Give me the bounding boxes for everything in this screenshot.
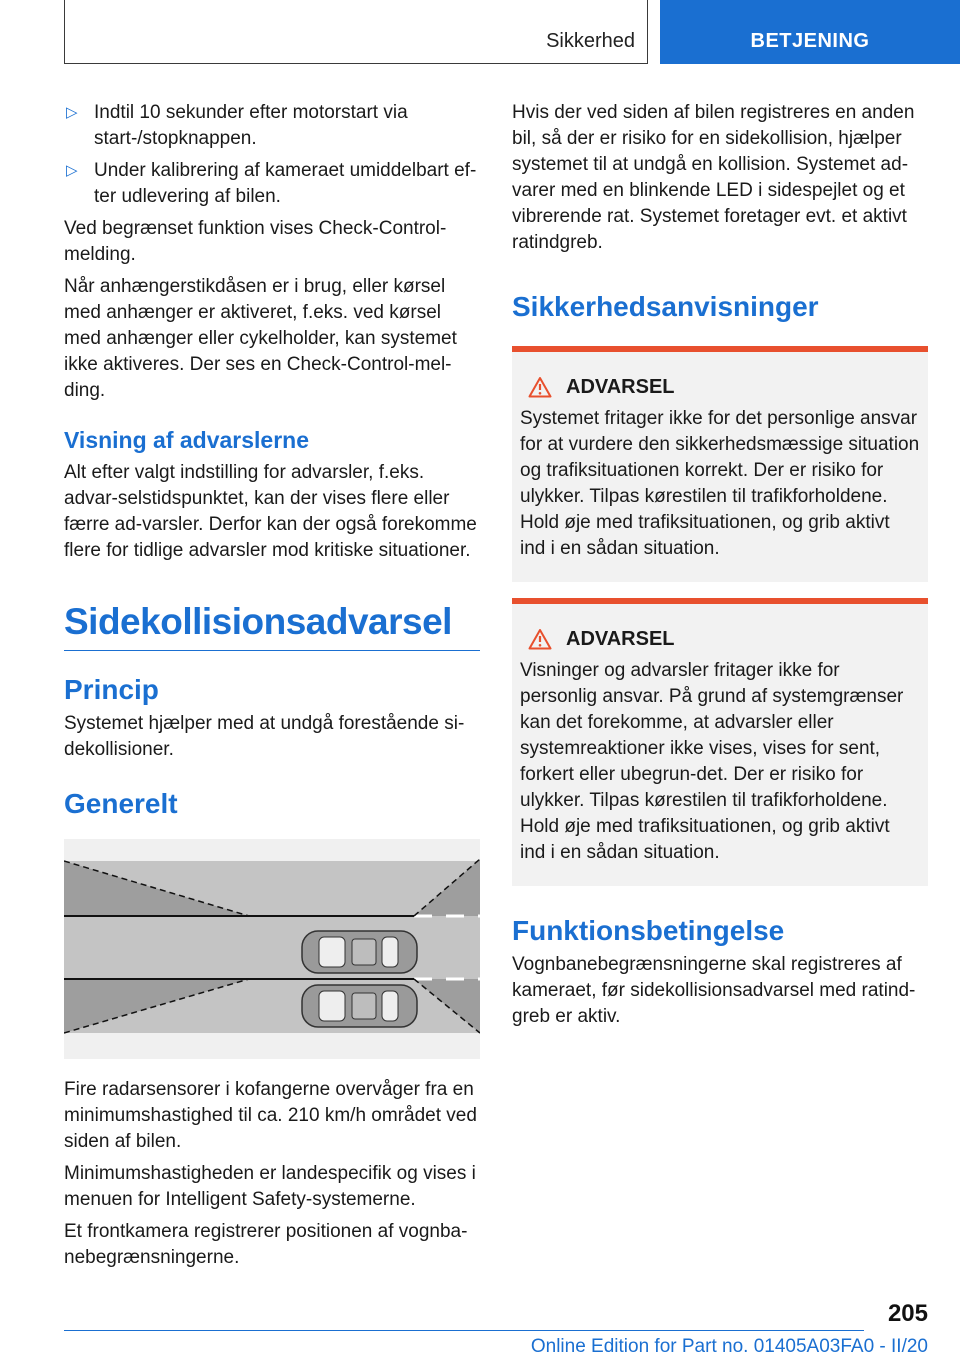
heading-princip: Princip	[64, 674, 159, 705]
paragraph: Ved begrænset funktion vises Check-Control-melding.	[64, 218, 447, 265]
heading-visning: Visning af advarslerne	[64, 427, 310, 453]
heading-sidekollisionsadvarsel: Sidekollisionsadvarsel	[64, 600, 480, 651]
list-item-text: Indtil 10 sekunder efter motorstart via start-/stopknappen.	[94, 102, 408, 149]
lane-diagram-illustration	[64, 839, 480, 1059]
warning-title	[528, 374, 920, 400]
list-item-text: Under kalibrering af kameraet umiddelbart ef-ter udlevering af bilen.	[94, 160, 477, 207]
triangle-bullet-icon: ▷	[66, 162, 78, 179]
lane-diagram-figure	[64, 839, 480, 1059]
footer-divider	[64, 1330, 864, 1331]
warning-triangle-icon	[528, 376, 552, 398]
footer-edition: Online Edition for Part no. 01405A03FA0 - II/20	[530, 1336, 928, 1357]
paragraph: Når anhængerstikdåsen er i brug, eller kørsel med anhænger er aktiveret, f.eks. ved kørsel med anhænger eller cykelholder, kan systemet ikke aktiveres. Der ses en Check-Control-mel-ding.	[64, 276, 457, 401]
left-column	[64, 100, 480, 1277]
paragraph: Vognbanebegrænsningerne skal registreres af kameraet, før sidekollisionsadvarsel med ratind-greb er aktiv.	[512, 954, 916, 1027]
paragraph: Systemet hjælper med at undgå forestående si-dekollisioner.	[64, 713, 465, 760]
paragraph: Hvis der ved siden af bilen registreres en anden bil, så der er risiko for en sidekollision, hjælper systemet til at undgå en kollision. Systemet ad-varer med en blinkende LED i sidespejlet og et vibrerende rat. Systemet foretager evt. et aktivt ratindgreb.	[512, 102, 915, 253]
car-top	[302, 931, 417, 973]
warning-text: Systemet fritager ikke for det personlige ansvar for at vurdere den sikkerhedsmæssige situation og trafiksituationen korrekt. Der er risiko for ulykker. Tilpas kørestilen til trafikforholdene. Hold øje med trafiksituationen, og grib aktivt ind i en sådan situation.	[520, 408, 920, 559]
warning-box	[512, 346, 928, 582]
header-section-title: Sikkerhed	[546, 30, 635, 52]
paragraph: Fire radarsensorer i kofangerne overvåger fra en minimumshastighed til ca. 210 km/h området ved siden af bilen.	[64, 1079, 477, 1152]
heading-sikkerhedsanvisninger: Sikkerhedsanvisninger	[512, 291, 819, 322]
heading-generelt: Generelt	[64, 788, 178, 819]
warning-triangle-icon	[528, 628, 552, 650]
paragraph: Alt efter valgt indstilling for advarsler, f.eks. advar-selstidspunktet, kan der vises flere eller færre ad-varsler. Derfor kan der også forekomme flere for tidlige advarsler mod kritiske situationer.	[64, 462, 477, 561]
header-chapter-title: BETJENING	[750, 30, 870, 52]
car-bottom	[302, 985, 417, 1027]
warning-text: Visninger og advarsler fritager ikke for personlig ansvar. På grund af systemgrænser kan det forekomme, at advarsler eller systemreaktioner ikke vises, vises for sent, forkert eller ubegrun-det. Der er risiko for ulykker. Tilpas kørestilen til trafikforholdene. Hold øje med trafiksituationen, og grib aktivt ind i en sådan situation.	[520, 660, 904, 863]
list-item	[64, 100, 480, 152]
paragraph: Minimumshastigheden er landespecifik og vises i menuen for Intelligent Safety-systemerne.	[64, 1163, 476, 1210]
heading-funktionsbetingelse: Funktionsbetingelse	[512, 915, 785, 946]
header-chapter-tab	[660, 0, 960, 64]
warning-title-text: ADVARSEL	[566, 375, 675, 398]
right-column	[512, 100, 928, 1036]
header-section-box	[64, 0, 648, 64]
triangle-bullet-icon: ▷	[66, 104, 78, 121]
list-item	[64, 158, 480, 210]
warning-box	[512, 598, 928, 886]
warning-title-text: ADVARSEL	[566, 627, 675, 650]
warning-title	[528, 626, 920, 652]
page-number: 205	[887, 1300, 928, 1327]
paragraph: Et frontkamera registrerer positionen af vognba-nebegrænsningerne.	[64, 1221, 468, 1268]
